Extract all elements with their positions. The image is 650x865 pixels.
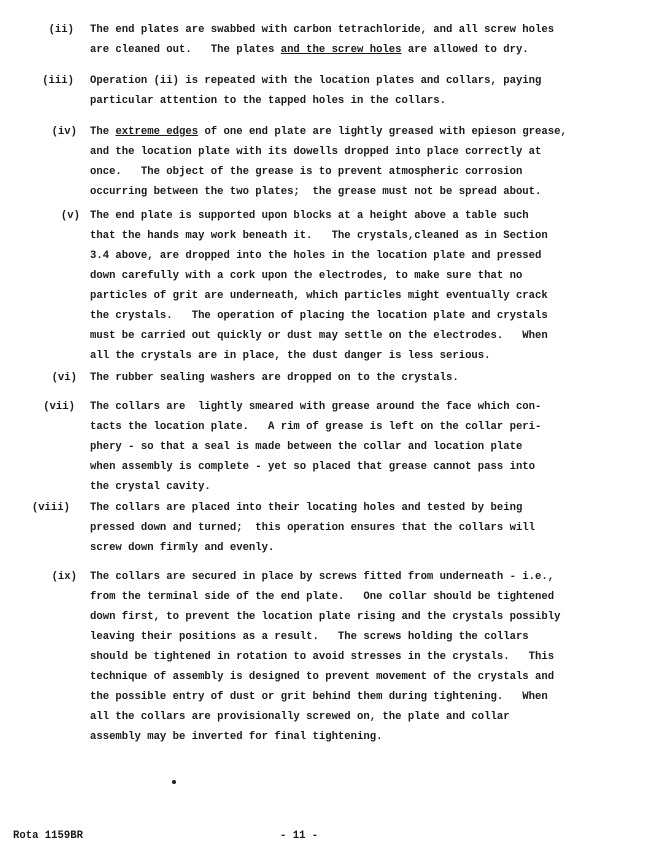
text-line: technique of assembly is designed to prevent movement of the crystals and [90, 671, 555, 683]
page-number: - 11 - [280, 830, 319, 842]
text-line: phery - so that a seal is made between the collar and location plate [90, 441, 523, 453]
underlined-text: extreme edges [115, 126, 199, 138]
item-number: (ii) [48, 24, 74, 36]
item-number: (iv) [51, 126, 77, 138]
text-line: The collars are secured in place by screws fitted from underneath - i.e., [90, 571, 555, 583]
item-text [90, 397, 635, 497]
text-line: particular attention to the tapped holes in the collars. [90, 95, 447, 107]
item-number: (v) [60, 210, 80, 222]
document-reference: Rota 1159BR [13, 830, 83, 842]
text-line: the possible entry of dust or grit behind them during tightening. When [90, 691, 548, 703]
text-line: pressed down and turned; this operation ensures that the collars will [90, 522, 536, 534]
text-line: The collars are placed into their locating holes and tested by being [90, 502, 523, 514]
item-number: (vii) [43, 401, 75, 413]
item-text [90, 567, 635, 747]
text-run: are cleaned out. The plates [90, 44, 281, 56]
item-text [90, 498, 635, 558]
text-run: are allowed to dry. [401, 44, 529, 56]
text-line: screw down firmly and evenly. [90, 542, 275, 554]
text-line: that the hands may work beneath it. The crystals,cleaned as in Section [90, 230, 548, 242]
item-text [90, 206, 635, 366]
text-line: 3.4 above, are dropped into the holes in the location plate and pressed [90, 250, 542, 262]
text-line: must be carried out quickly or dust may settle on the electrodes. When [90, 330, 548, 342]
text-line: The end plates are swabbed with carbon tetrachloride, and all screw holes [90, 24, 555, 36]
text-line: leaving their positions as a result. The screws holding the collars [90, 631, 529, 643]
underlined-text: and the screw holes [280, 44, 402, 56]
text-line: the crystal cavity. [90, 481, 211, 493]
item-text [90, 122, 635, 202]
text-line: should be tightened in rotation to avoid stresses in the crystals. This [90, 651, 555, 663]
text-line: all the collars are provisionally screwed on, the plate and collar [90, 711, 510, 723]
text-line: down carefully with a cork upon the electrodes, to make sure that no [90, 270, 523, 282]
text-line [90, 122, 635, 142]
text-line: from the terminal side of the end plate. One collar should be tightened [90, 591, 555, 603]
stray-mark [172, 780, 176, 784]
text-line: The collars are lightly smeared with grease around the face which con- [90, 401, 542, 413]
text-line [90, 40, 635, 60]
item-text [90, 71, 635, 111]
item-number: (viii) [31, 502, 70, 514]
item-number: (vi) [51, 372, 77, 384]
text-line: once. The object of the grease is to prevent atmospheric corrosion [90, 166, 523, 178]
text-line: The end plate is supported upon blocks at a height above a table such [90, 210, 529, 222]
item-number: (ix) [51, 571, 77, 583]
item-text [90, 368, 635, 388]
text-run: The [90, 126, 116, 138]
item-number: (iii) [42, 75, 74, 87]
text-line: The rubber sealing washers are dropped on to the crystals. [90, 372, 459, 384]
text-line: Operation (ii) is repeated with the location plates and collars, paying [90, 75, 542, 87]
text-line: particles of grit are underneath, which particles might eventually crack [90, 290, 548, 302]
item-text [90, 20, 635, 60]
text-line: assembly may be inverted for final tightening. [90, 731, 383, 743]
text-run: of one end plate are lightly greased with epieson grease, [198, 126, 567, 138]
text-line: and the location plate with its dowells dropped into place correctly at [90, 146, 542, 158]
text-line: down first, to prevent the location plate rising and the crystals possibly [90, 611, 561, 623]
text-line: when assembly is complete - yet so placed that grease cannot pass into [90, 461, 536, 473]
text-line: tacts the location plate. A rim of grease is left on the collar peri- [90, 421, 542, 433]
text-line: occurring between the two plates; the grease must not be spread about. [90, 186, 542, 198]
text-line: all the crystals are in place, the dust danger is less serious. [90, 350, 491, 362]
text-line: the crystals. The operation of placing the location plate and crystals [90, 310, 548, 322]
